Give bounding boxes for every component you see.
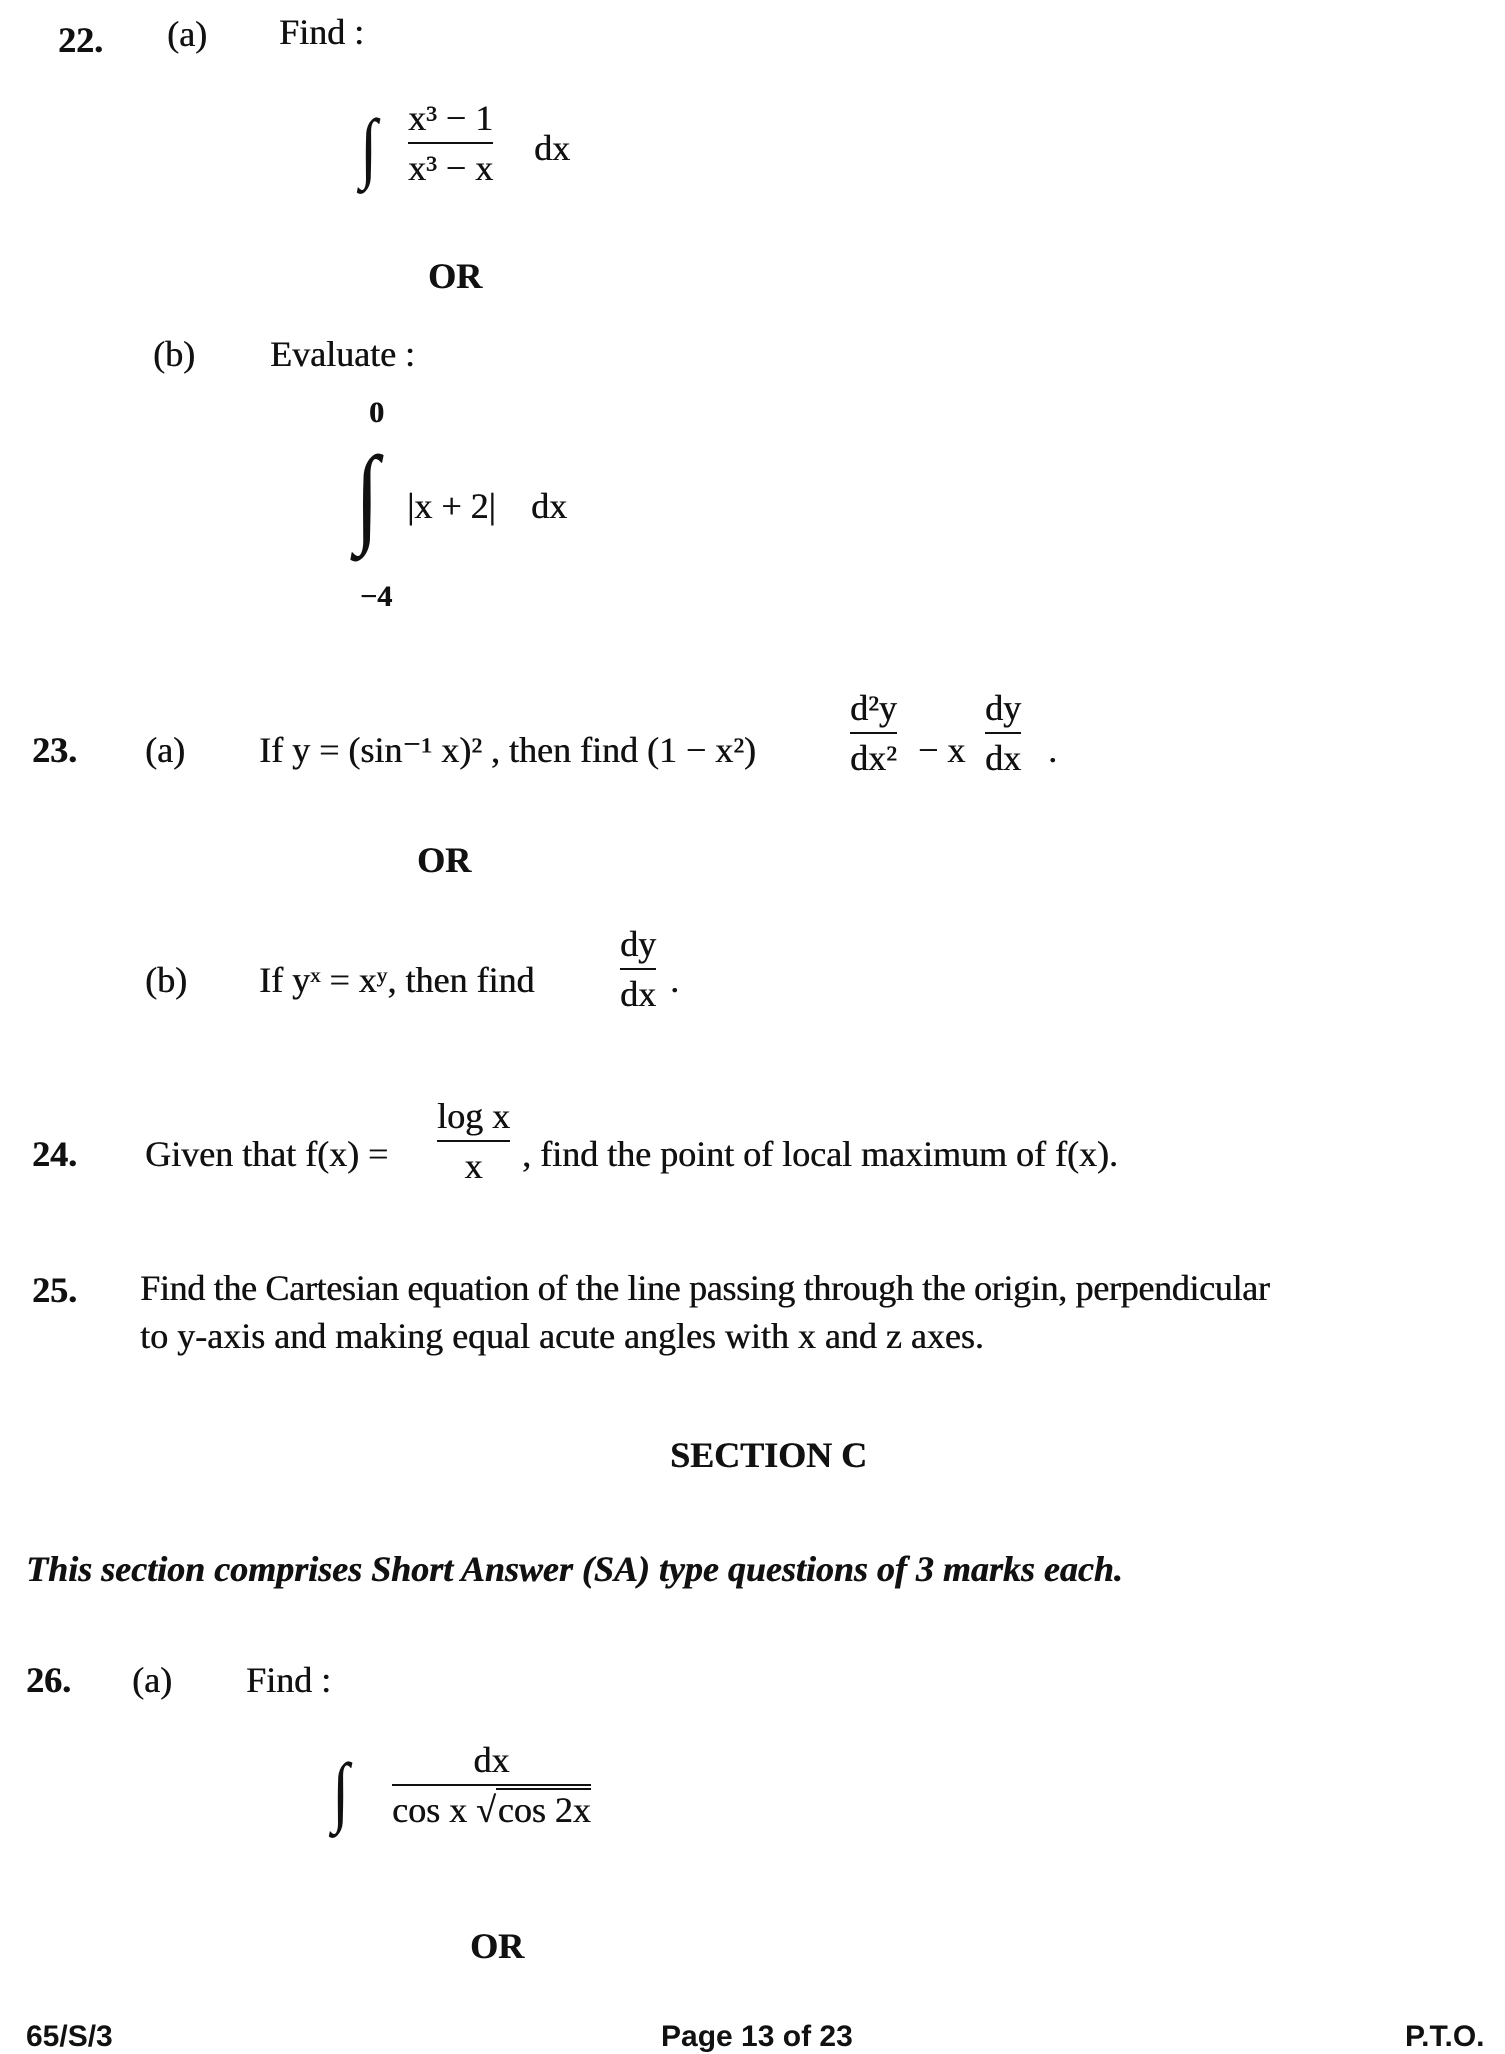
paper-code: 65/S/3 [26, 2020, 113, 2053]
lower-limit: −4 [360, 580, 393, 613]
dx: dx [534, 128, 570, 168]
numerator: dy [985, 688, 1021, 728]
dx: dx [531, 486, 567, 526]
fraction [392, 1742, 591, 1828]
question-text: If y = (sin⁻¹ x)² , then find (1 − x²) [259, 730, 756, 770]
part-label: (b) [145, 960, 187, 1000]
or-label: OR [470, 1926, 524, 1966]
denominator [392, 1792, 591, 1828]
numerator: dy [620, 924, 656, 964]
period: . [670, 960, 679, 1000]
sqrt-sign: √ [476, 1790, 496, 1830]
sqrt-content: cos 2x [497, 1790, 591, 1830]
question-text-line2: to y-axis and making equal acute angles with x and z axes. [140, 1316, 984, 1356]
question-text: Given that f(x) = [145, 1134, 389, 1174]
fraction [620, 926, 656, 1012]
operator: − x [918, 730, 966, 770]
question-number: 25. [32, 1270, 77, 1310]
question-text: If yˣ = xʸ, then find [259, 960, 535, 1000]
denominator: x [464, 1146, 483, 1186]
denominator: dx [985, 738, 1021, 778]
part-prompt: Evaluate : [270, 334, 415, 374]
question-number: 22. [58, 20, 103, 60]
integrand: |x + 2| [407, 486, 496, 526]
section-description: This section comprises Short Answer (SA) type questions of 3 marks each. [26, 1549, 1123, 1589]
denominator-left: cos x [392, 1790, 467, 1830]
numerator: dx [473, 1740, 510, 1780]
part-label: (a) [145, 730, 185, 770]
part-label: (a) [132, 1660, 172, 1700]
fraction [985, 690, 1021, 776]
upper-limit: 0 [369, 396, 384, 429]
fraction [437, 1098, 510, 1184]
part-label: (a) [167, 14, 207, 54]
or-label: OR [417, 840, 471, 880]
question-number: 23. [32, 730, 77, 770]
fraction [408, 100, 493, 186]
denominator: dx² [850, 738, 897, 778]
fraction [850, 690, 897, 776]
pto-label: P.T.O. [1405, 2020, 1485, 2053]
period: . [1048, 730, 1057, 770]
question-number: 24. [32, 1134, 77, 1174]
question-text: , find the point of local maximum of f(x). [522, 1134, 1118, 1174]
or-label: OR [428, 256, 482, 296]
denominator: x³ − x [408, 148, 494, 188]
integral-sign: ∫ [332, 1747, 350, 1834]
part-prompt: Find : [246, 1660, 332, 1700]
question-text-line1: Find the Cartesian equation of the line passing through the origin, perpendicular [140, 1268, 1270, 1308]
numerator: d²y [850, 688, 897, 728]
question-number: 26. [26, 1660, 71, 1700]
numerator: x³ − 1 [408, 98, 494, 138]
part-prompt: Find : [279, 12, 365, 52]
denominator: dx [620, 974, 656, 1014]
integral-sign: ∫ [355, 434, 380, 556]
part-label: (b) [153, 334, 195, 374]
integral-sign: ∫ [360, 103, 378, 190]
numerator: log x [437, 1096, 511, 1136]
page-number: Page 13 of 23 [661, 2020, 853, 2053]
section-title: SECTION C [670, 1435, 868, 1475]
